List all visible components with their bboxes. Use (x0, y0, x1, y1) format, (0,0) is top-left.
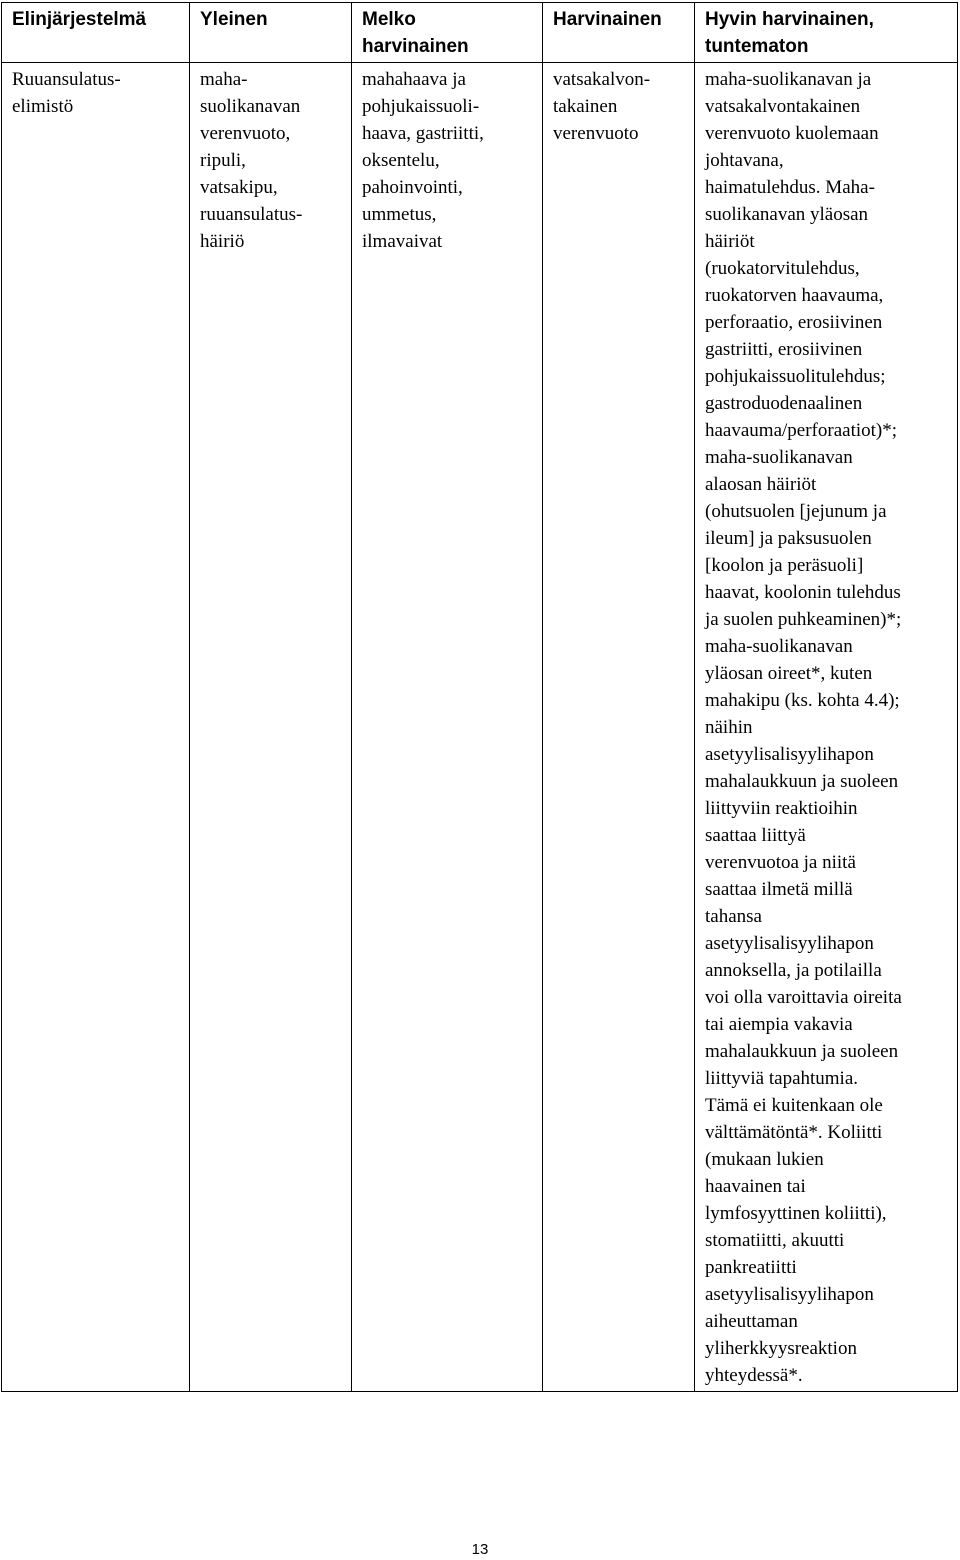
page-number: 13 (471, 1541, 489, 1558)
cell-very-rare-unknown: maha-suolikanavan ja vatsakalvontakainen verenvuoto kuolemaan johtavana, haimatulehdus. Maha- suolikanavan yläosan häiriöt (ruokatorvitulehdus, ruokatorven haavauma, perforaatio, erosiivinen gastriitti, erosiivinen pohjukaissuolitulehdus; gastroduodenaalinen haavauma/perforaatiot)*; maha-suolikanavan alaosan häiriöt (ohutsuolen [jejunum ja ileum] ja paksusuolen [koolon ja peräsuoli] haavat, koolonin tulehdus ja suolen puhkeaminen)*; maha-suolikanavan yläosan oireet*, kuten mahakipu (ks. kohta 4.4); näihin asetyylisalisyylihapon mahalaukkuun ja suoleen liittyviin reaktioihin saattaa liittyä verenvuotoa ja niitä saattaa ilmetä millä tahansa asetyylisalisyylihapon annoksella, ja potilailla voi olla varoittavia oireita tai aiempia vakavia mahalaukkuun ja suoleen liittyviä tapahtumia. Tämä ei kuitenkaan ole välttämätöntä*. Koliitti (mukaan lukien haavainen tai lymfosyyttinen koliitti), stomatiitti, akuutti pankreatiitti asetyylisalisyylihapon aiheuttaman yliherkkyysreaktion yhteydessä*. (695, 63, 958, 1392)
table-row (2, 63, 958, 1392)
header-uncommon: Melko harvinainen (352, 3, 543, 63)
cell-organ-system: Ruuansulatus- elimistö (2, 63, 190, 1392)
header-common: Yleinen (190, 3, 352, 63)
header-organ-system: Elinjärjestelmä (2, 3, 190, 63)
cell-common: maha- suolikanavan verenvuoto, ripuli, vatsakipu, ruuansulatus- häiriö (190, 63, 352, 1392)
cell-rare: vatsakalvon- takainen verenvuoto (543, 63, 695, 1392)
cell-uncommon: mahahaava ja pohjukaissuoli- haava, gastriitti, oksentelu, pahoinvointi, ummetus, ilmavaivat (352, 63, 543, 1392)
header-very-rare-unknown: Hyvin harvinainen, tuntematon (695, 3, 958, 63)
table-header-row (2, 3, 958, 63)
adverse-reactions-table (1, 2, 958, 1392)
header-rare: Harvinainen (543, 3, 695, 63)
